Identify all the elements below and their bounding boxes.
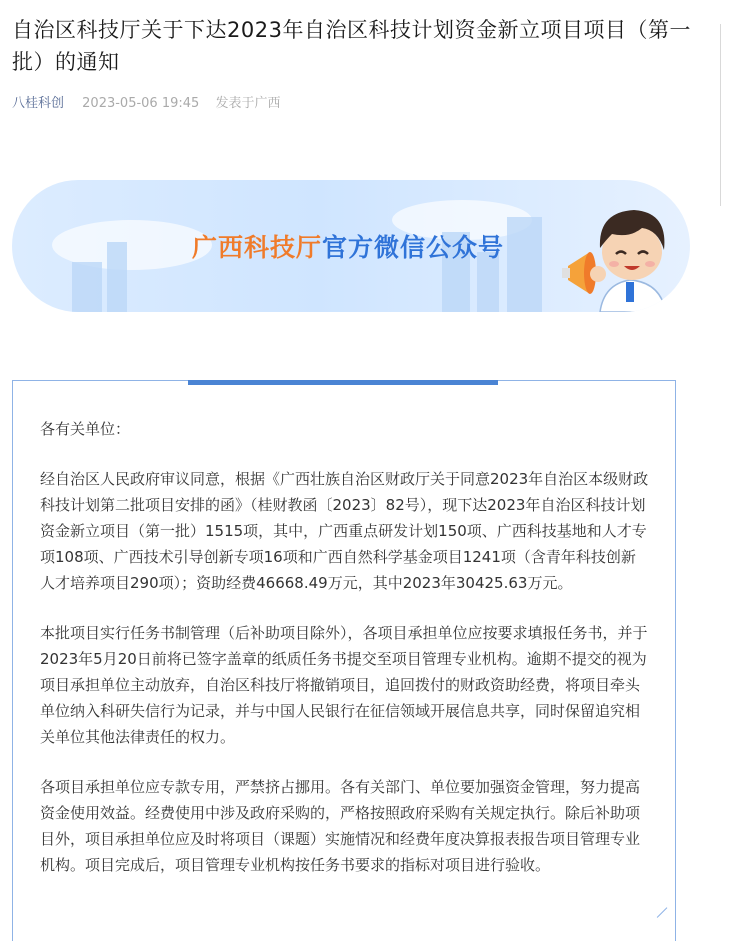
banner-org-name: 广西科技厅 bbox=[192, 233, 323, 262]
article-title: 自治区科技厅关于下达2023年自治区科技计划资金新立项目项目（第一批）的通知 bbox=[12, 18, 691, 74]
publish-date: 2023-05-06 19:45 bbox=[82, 96, 200, 111]
paragraph-1: 经自治区人民政府审议同意，根据《广西壮族自治区财政厅关于同意2023年自治区本级财政科技计划第二批项目安排的函》（桂财教函〔2023〕82号），现下达2023年自治区科技计划资金新立项目（第一批）1515项，其中，广西重点研发计划150项、广西科技基地和人才专项108项、广西技术引导创新专项16项和广西自然科学基金项目1241项（含青年科技创新人才培养项目290项）；资助经费46668.49万元，其中2023年30425.63万元。 bbox=[40, 470, 649, 592]
publish-location: 发表于广西 bbox=[215, 96, 281, 111]
salutation: 各有关单位： bbox=[40, 420, 131, 438]
paragraph-3: 各项目承担单位应专款专用，严禁挤占挪用。各有关部门、单位要加强资金管理，努力提高资金使用效益。经费使用中涉及政府采购的，严格按照政府采购有关规定执行。除后补助项目外，项目承担单位应及时将项目（课题）实施情况和经费年度决算报表报告项目管理专业机构。项目完成后，项目管理专业机构按任务书要求的指标对项目进行验收。 bbox=[40, 778, 641, 874]
mascot-illustration bbox=[560, 194, 690, 312]
banner-caption bbox=[192, 228, 504, 264]
banner-desc: 官方微信公众号 bbox=[322, 233, 505, 262]
author-link[interactable]: 八桂科创 bbox=[12, 96, 65, 111]
notice-frame-tab bbox=[188, 377, 498, 387]
banner-image bbox=[12, 180, 690, 312]
article-meta bbox=[12, 92, 280, 111]
side-panel-edge bbox=[720, 24, 731, 206]
paragraph-2: 本批项目实行任务书制管理（后补助项目除外），各项目承担单位应按要求填报任务书，并于2023年5月20日前将已签字盖章的纸质任务书提交至项目管理专业机构。逾期不提交的视为项目承担单位主动放弃，自治区科技厅将撤销项目，追回拨付的财政资助经费，将项目牵头单位纳入科研失信行为记录，并与中国人民银行在征信领域开展信息共享，同时保留追究相关单位其他法律责任的权力。 bbox=[40, 624, 648, 746]
notice-body bbox=[40, 416, 650, 902]
